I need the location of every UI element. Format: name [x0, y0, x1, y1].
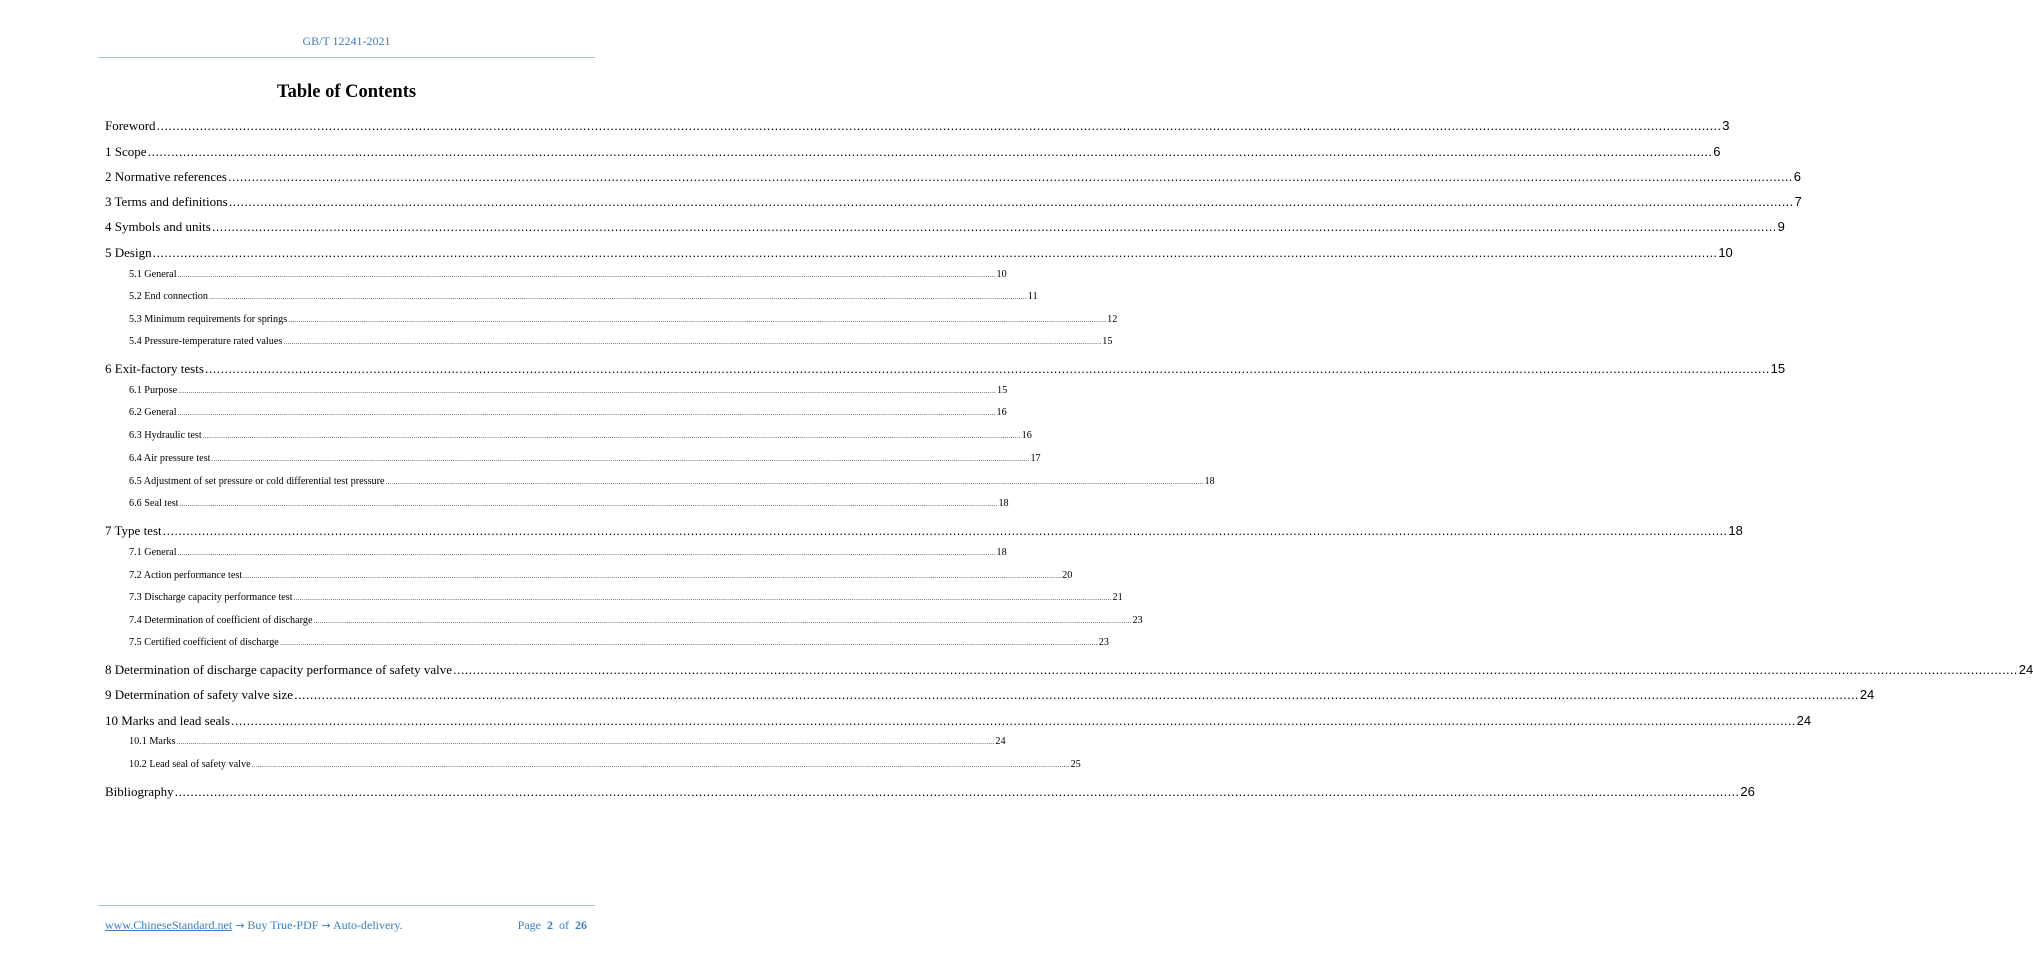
- dot-leader: ................................................................................................................................................................................................................................................................................................................................................................................................................: [288, 317, 1107, 324]
- dot-leader: ................................................................................................................................................................................................................................................................................................................................................................................................................: [176, 739, 995, 746]
- toc-entry-title: 6.3 Hydraulic test: [129, 430, 202, 441]
- toc-entry-title: 6.4 Air pressure test: [129, 453, 211, 464]
- toc-entry[interactable]: [129, 430, 1032, 441]
- page-label: Page: [517, 918, 541, 932]
- toc-page-number: 20: [1062, 570, 1073, 581]
- dot-leader: ................................................................................................................................................................................................................................................................................................................................................................................................................: [177, 410, 996, 417]
- toc-page-number: 15: [997, 385, 1008, 396]
- dot-leader: ................................................................................................................................................................................................................................................................................................................................................................................................................: [178, 388, 997, 395]
- toc-page-number: 25: [1070, 759, 1081, 770]
- toc-page-number: 26: [1740, 784, 1755, 799]
- dot-leader: ................................................................................................................................................................................................................................................................................................................................................................................................................: [174, 784, 1740, 799]
- toc-page-number: 9: [1777, 219, 1785, 234]
- dot-leader: ................................................................................................................................................................................................................................................................................................................................................................................................................: [313, 618, 1132, 625]
- toc-page-number: 24: [1796, 713, 1812, 728]
- toc-entry-title: 5.3 Minimum requirements for springs: [129, 314, 288, 325]
- toc-page-number: 7: [1794, 194, 1802, 209]
- dot-leader: ................................................................................................................................................................................................................................................................................................................................................................................................................: [204, 361, 1770, 376]
- current-page-number: 2: [547, 918, 553, 932]
- dot-leader: ................................................................................................................................................................................................................................................................................................................................................................................................................: [385, 479, 1204, 486]
- toc-page-number: 17: [1030, 453, 1041, 464]
- toc-entry[interactable]: [129, 407, 1007, 418]
- arrow-right-icon: →: [235, 919, 245, 932]
- toc-page-number: 15: [1102, 336, 1113, 347]
- toc-entry-title: 2 Normative references: [105, 169, 227, 184]
- toc-entry[interactable]: [129, 570, 1073, 581]
- dot-leader: ................................................................................................................................................................................................................................................................................................................................................................................................................: [279, 640, 1098, 647]
- dot-leader: ................................................................................................................................................................................................................................................................................................................................................................................................................: [293, 595, 1112, 602]
- toc-entry[interactable]: [105, 361, 1786, 377]
- toc-entry-title: Foreword: [105, 118, 156, 133]
- footer-links: [105, 918, 403, 933]
- dot-leader: ................................................................................................................................................................................................................................................................................................................................................................................................................: [251, 762, 1070, 769]
- toc-page-number: 24: [1859, 687, 1875, 702]
- toc-entry[interactable]: [105, 118, 1730, 134]
- dot-leader: ................................................................................................................................................................................................................................................................................................................................................................................................................: [179, 501, 998, 508]
- page-indicator: [518, 918, 587, 933]
- toc-entry-title: 5.4 Pressure-temperature rated values: [129, 336, 283, 347]
- toc-page-number: 6: [1793, 169, 1801, 184]
- dot-leader: ................................................................................................................................................................................................................................................................................................................................................................................................................: [211, 456, 1030, 463]
- page-footer: [105, 918, 587, 933]
- toc-entry-title: 5.2 End connection: [129, 291, 208, 302]
- toc-entry[interactable]: [129, 759, 1081, 770]
- dot-leader: ................................................................................................................................................................................................................................................................................................................................................................................................................: [147, 144, 1713, 159]
- toc-entry-title: 7.4 Determination of coefficient of discharge: [129, 615, 313, 626]
- toc-page-number: 10: [1718, 245, 1733, 260]
- toc-entry-title: 1 Scope: [105, 144, 147, 159]
- toc-page-number: 24: [995, 736, 1006, 747]
- toc-page-number: 12: [1107, 314, 1118, 325]
- toc-entry[interactable]: [129, 336, 1113, 347]
- total-pages-number: 26: [575, 918, 587, 932]
- toc-page-number: 23: [1098, 637, 1109, 648]
- toc-entry-title: 7.3 Discharge capacity performance test: [129, 592, 293, 603]
- toc-page-number: 24: [2018, 662, 2033, 677]
- toc-entry[interactable]: [129, 314, 1118, 325]
- toc-entry[interactable]: [129, 291, 1038, 302]
- toc-entry[interactable]: [105, 662, 2033, 678]
- toc-entry-title: 8 Determination of discharge capacity performance of safety valve: [105, 662, 452, 677]
- toc-page-number: 21: [1112, 592, 1123, 603]
- toc-page-number: 16: [1021, 430, 1032, 441]
- toc-entry-title: 4 Symbols and units: [105, 219, 211, 234]
- toc-entry-title: 6.6 Seal test: [129, 498, 179, 509]
- toc-entry[interactable]: [105, 523, 1743, 539]
- toc-entry-title: 10 Marks and lead seals: [105, 713, 230, 728]
- toc-entry[interactable]: [129, 498, 1009, 509]
- toc-entry[interactable]: [105, 194, 1802, 210]
- toc-entry[interactable]: [129, 615, 1143, 626]
- dot-leader: ................................................................................................................................................................................................................................................................................................................................................................................................................: [162, 523, 1728, 538]
- toc-page-number: 3: [1722, 118, 1730, 133]
- toc-page-number: 18: [1728, 523, 1743, 538]
- dot-leader: ................................................................................................................................................................................................................................................................................................................................................................................................................: [283, 339, 1102, 346]
- dot-leader: ................................................................................................................................................................................................................................................................................................................................................................................................................: [208, 294, 1027, 301]
- toc-entry[interactable]: [129, 476, 1215, 487]
- toc-entry[interactable]: [129, 453, 1041, 464]
- dot-leader: ................................................................................................................................................................................................................................................................................................................................................................................................................: [177, 272, 996, 279]
- dot-leader: ................................................................................................................................................................................................................................................................................................................................................................................................................: [156, 118, 1722, 133]
- toc-entry-title: 7 Type test: [105, 523, 162, 538]
- toc-page-number: 15: [1770, 361, 1786, 376]
- toc-entry[interactable]: [105, 687, 1875, 703]
- toc-entry[interactable]: [105, 784, 1755, 800]
- footer-divider: [98, 905, 595, 906]
- toc-entry-title: 10.1 Marks: [129, 736, 176, 747]
- toc-entry[interactable]: [129, 592, 1123, 603]
- of-label: of: [559, 918, 569, 932]
- toc-entry[interactable]: [129, 637, 1109, 648]
- dot-leader: ................................................................................................................................................................................................................................................................................................................................................................................................................: [453, 662, 2018, 677]
- toc-entry[interactable]: [105, 245, 1733, 261]
- toc-entry-title: 7.2 Action performance test: [129, 570, 243, 581]
- toc-page-number: 10: [996, 269, 1007, 280]
- toc-entry-title: 3 Terms and definitions: [105, 194, 228, 209]
- toc-entry-title: 5.1 General: [129, 269, 177, 280]
- page-title: Table of Contents: [276, 82, 417, 102]
- toc-page-number: 11: [1027, 291, 1038, 302]
- dot-leader: ................................................................................................................................................................................................................................................................................................................................................................................................................: [177, 550, 996, 557]
- toc-entry[interactable]: [105, 144, 1721, 160]
- toc-entry[interactable]: [105, 169, 1801, 185]
- dot-leader: ................................................................................................................................................................................................................................................................................................................................................................................................................: [202, 433, 1021, 440]
- dot-leader: ................................................................................................................................................................................................................................................................................................................................................................................................................: [152, 245, 1718, 260]
- dot-leader: ................................................................................................................................................................................................................................................................................................................................................................................................................: [228, 194, 1794, 209]
- dot-leader: ................................................................................................................................................................................................................................................................................................................................................................................................................: [294, 687, 1859, 702]
- buy-true-pdf-text: Buy True-PDF: [247, 918, 319, 932]
- toc-page-number: 16: [996, 407, 1007, 418]
- toc-page-number: 23: [1132, 615, 1143, 626]
- dot-leader: ................................................................................................................................................................................................................................................................................................................................................................................................................: [211, 219, 1777, 234]
- dot-leader: ................................................................................................................................................................................................................................................................................................................................................................................................................: [228, 169, 1793, 184]
- auto-delivery-text: Auto-delivery.: [333, 918, 403, 932]
- dot-leader: ................................................................................................................................................................................................................................................................................................................................................................................................................: [243, 573, 1062, 580]
- toc-page-number: 18: [996, 547, 1007, 558]
- toc-entry-title: 6 Exit-factory tests: [105, 361, 204, 376]
- toc-entry[interactable]: [105, 713, 1812, 729]
- toc-page-number: 18: [1204, 476, 1215, 487]
- toc-entry[interactable]: [105, 219, 1785, 235]
- toc-page-number: 18: [998, 498, 1009, 509]
- toc-entry-title: 6.1 Purpose: [129, 385, 178, 396]
- arrow-right-icon: →: [321, 919, 331, 932]
- toc-page-number: 6: [1713, 144, 1721, 159]
- chinesestandard-link[interactable]: www.ChineseStandard.net: [105, 918, 233, 932]
- toc-entry[interactable]: [129, 736, 1006, 747]
- toc-entry-title: 6.2 General: [129, 407, 177, 418]
- toc-entry[interactable]: [129, 547, 1007, 558]
- document-code-header: GB/T 12241-2021: [302, 34, 391, 48]
- toc-entry-title: 7.5 Certified coefficient of discharge: [129, 637, 279, 648]
- toc-entry-title: 9 Determination of safety valve size: [105, 687, 294, 702]
- dot-leader: ................................................................................................................................................................................................................................................................................................................................................................................................................: [230, 713, 1796, 728]
- toc-entry-title: 7.1 General: [129, 547, 177, 558]
- toc-entry[interactable]: [129, 385, 1008, 396]
- toc-entry-title: Bibliography: [105, 784, 174, 799]
- toc-entry-title: 6.5 Adjustment of set pressure or cold differential test pressure: [129, 476, 385, 487]
- toc-entry-title: 5 Design: [105, 245, 152, 260]
- toc-entry-title: 10.2 Lead seal of safety valve: [129, 759, 251, 770]
- toc-entry[interactable]: [129, 269, 1007, 280]
